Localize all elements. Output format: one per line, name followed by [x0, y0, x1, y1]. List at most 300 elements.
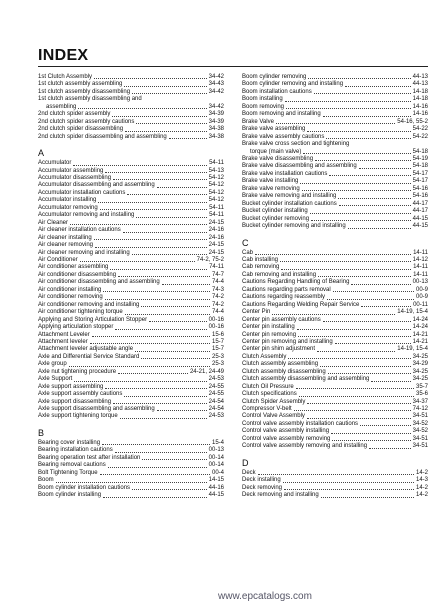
index-entry [38, 294, 224, 301]
index-entry-title: Control valve assembly removing [242, 435, 331, 442]
index-entry-title: Air cleaner installation cautions [38, 227, 121, 234]
index-entry-title: Bucket cylinder installation cautions [242, 200, 337, 207]
index-entry-title: Brake valve disassembling [242, 155, 314, 162]
index-entry-title: 2nd clutch spider disassembling [38, 126, 124, 133]
index-entry-page: 34-51 [412, 413, 428, 420]
leader-dots [74, 381, 206, 382]
index-entry-page: 54-12 [208, 189, 224, 196]
index-entry [242, 193, 428, 200]
leader-dots [307, 403, 410, 404]
index-entry [242, 250, 428, 257]
leader-dots [338, 198, 410, 199]
leader-dots [311, 220, 411, 221]
leader-dots [285, 101, 411, 102]
index-entry [38, 104, 224, 111]
leader-dots [317, 351, 395, 352]
index-entry-page: 54-17 [412, 178, 428, 185]
index-entry-title: Boom installation cautions [242, 88, 312, 95]
index-entry [242, 384, 428, 391]
index-entry-title: Brake valve assembly cautions [242, 133, 325, 140]
index-entry-title: Center Pin [242, 309, 271, 316]
index-entry [38, 399, 224, 406]
index-entry-title: Attachment leveler adjustable angle [38, 346, 134, 353]
index-entry-page: 54-18 [412, 148, 428, 155]
section-letter: D [242, 457, 249, 468]
index-entry-page: 14-24 [412, 316, 428, 323]
index-entry-page: 14-12 [412, 256, 428, 263]
index-entry-title: Deck removing and installing [242, 492, 319, 499]
index-entry-page: 54-11 [209, 160, 224, 167]
index-entry [242, 369, 428, 376]
index-entry-page: 54-11 [209, 204, 224, 211]
leader-dots [298, 336, 411, 337]
leader-dots [321, 497, 414, 498]
index-entry-page: 25-3 [211, 353, 224, 360]
index-entry [38, 339, 224, 346]
leader-dots [307, 131, 410, 132]
index-entry-title: Air cleaner installing [38, 234, 92, 241]
section-letter: B [38, 427, 45, 438]
index-entry-title: Clutch specifications [242, 391, 297, 398]
leader-dots [300, 183, 410, 184]
index-entry-title: Air conditioner tightening torque [38, 309, 123, 316]
index-entry-page: 34-25 [412, 353, 428, 360]
index-entry-title: Center pin shim adjustment [242, 346, 316, 353]
leader-dots [258, 474, 414, 475]
index-entry-title: Bolt Tightening Torque [38, 469, 98, 476]
index-entry-page: 54-22 [412, 133, 428, 140]
index-entry [38, 212, 224, 219]
index-entry [242, 74, 428, 81]
index-entry-page: 74-3 [211, 286, 224, 293]
leader-dots [329, 175, 410, 176]
index-entry-title: Axle support assembly cautions [38, 391, 123, 398]
index-entry-title: Axle Support [38, 376, 73, 383]
leader-dots [323, 321, 411, 322]
leader-dots [296, 388, 414, 389]
leader-dots [157, 410, 207, 411]
index-entry-title: Accumulator installation cautions [38, 189, 126, 196]
index-entry [38, 346, 224, 353]
index-entry-title: Compressor V-belt [242, 406, 292, 413]
index-entry-title: Brake valve disassembling and assembling [242, 163, 357, 170]
index-column-right [242, 74, 428, 500]
index-entry-title: Cautions Regarding Welding Repair Service [242, 301, 360, 308]
index-entry [38, 134, 224, 141]
index-entry-page: 00-16 [208, 324, 224, 331]
index-entry-page: 24-55 [208, 383, 224, 390]
index-entry-title: Air conditioner disassembling and assembling [38, 279, 160, 286]
index-entry [38, 242, 224, 249]
index-entry [242, 361, 428, 368]
index-entry-page: 74-7 [211, 271, 224, 278]
index-entry-title: Clutch Spider Assembly [242, 398, 306, 405]
index-entry-page: 54-22 [412, 126, 428, 133]
index-entry-page: 74-2 [211, 294, 224, 301]
index-entry-title: Brake valve installing [242, 178, 299, 185]
index-entry [38, 227, 224, 234]
index-entry [38, 81, 224, 88]
index-entry-page: 34-51 [412, 443, 428, 450]
index-entry [242, 413, 428, 420]
index-entry [38, 250, 224, 257]
index-entry [242, 201, 428, 208]
index-entry-title: Boom cylinder removing and installing [242, 81, 344, 88]
index-entry-title: Cab [242, 249, 254, 256]
footer-watermark: www.epcatalogs.com [218, 591, 312, 602]
leader-dots [369, 448, 411, 449]
index-entry-title: Brake valve removing [242, 185, 300, 192]
leader-dots [73, 165, 207, 166]
index-entry [242, 354, 428, 361]
index-entry [242, 346, 428, 353]
index-entry-title: Cautions regarding parts removal [242, 286, 331, 293]
index-entry [242, 436, 428, 443]
index-entry-page: 00-11 [413, 301, 428, 308]
index-entry-title: Cautions Regarding Handling of Bearing [242, 279, 350, 286]
index-entry-title: 2nd clutch spider assembly [38, 111, 111, 118]
index-entry [38, 220, 224, 227]
section-letter: A [38, 148, 45, 159]
index-entry [38, 235, 224, 242]
index-entry-page: 44-17 [412, 208, 428, 215]
index-entry [242, 156, 428, 163]
index-entry [242, 134, 428, 141]
index-entry-page: 24-16 [208, 227, 224, 234]
index-entry-title: 1st Clutch Assembly [38, 74, 93, 80]
index-entry-title: Air conditioner assembling [38, 264, 109, 271]
index-entry-page: 34-43 [208, 81, 224, 88]
index-entry [242, 119, 428, 126]
index-entry-page: 14-11 [413, 249, 428, 256]
index-entry-page: 24-54 [208, 406, 224, 413]
index-entry-page: 34-39 [208, 111, 224, 118]
index-entry-title: Axle support disassembling and assembling [38, 406, 155, 413]
index-entry-title: Boom removing and installing [242, 111, 321, 118]
index-entry [38, 126, 224, 133]
leader-dots [333, 291, 414, 292]
leader-dots [323, 116, 411, 117]
index-entry-page: 44-13 [412, 81, 428, 88]
index-entry [242, 126, 428, 133]
index-entry-title: Cab installing [242, 256, 279, 263]
index-entry [242, 163, 428, 170]
index-entry [38, 477, 224, 484]
leader-dots [283, 482, 414, 483]
index-entry-page: 54-16, 55-2 [397, 118, 428, 125]
leader-dots [115, 452, 207, 453]
index-entry-page: 15-6 [211, 331, 224, 338]
index-entry-title: Air Cleaner [38, 219, 69, 226]
index-entry-page: 14-18 [412, 88, 428, 95]
leader-dots [162, 284, 210, 285]
index-entry [242, 186, 428, 193]
leader-dots [102, 444, 210, 445]
index-entry [242, 339, 428, 346]
leader-dots [315, 160, 411, 161]
leader-dots [255, 254, 411, 255]
index-entry [242, 406, 428, 413]
leader-dots [361, 306, 411, 307]
index-entry-page: 54-12 [208, 197, 224, 204]
index-entry-title: Bearing removal cautions [38, 462, 106, 469]
index-column-left [38, 74, 224, 500]
index-entry-page: 24-53 [208, 413, 224, 420]
leader-dots [335, 343, 411, 344]
leader-dots [103, 497, 207, 498]
leader-dots [141, 306, 210, 307]
index-entry-title: Control valve assembly installing [242, 428, 330, 435]
leader-dots [125, 314, 210, 315]
index-entry [38, 89, 224, 96]
leader-dots [307, 418, 411, 419]
index-entry [38, 413, 224, 420]
index-entry [38, 455, 224, 462]
leader-dots [113, 403, 207, 404]
index-entry [242, 399, 428, 406]
index-entry [242, 264, 428, 271]
index-entry-page: 44-16 [208, 484, 224, 491]
leader-dots [115, 329, 206, 330]
leader-dots [169, 138, 207, 139]
index-entry-title: Center pin removing [242, 331, 297, 338]
index-entry-title: Attachment Leveler [38, 331, 90, 338]
index-entry-title: Center pin installing [242, 324, 295, 331]
index-entry [242, 149, 428, 156]
index-entry-title: Axle support tightening torque [38, 413, 118, 420]
index-entry-title: Clutch assembly assembling [242, 361, 319, 368]
index-entry [38, 287, 224, 294]
index-entry-page: 34-38 [208, 126, 224, 133]
index-entry-title: Accumulator disassembling and assembling [38, 182, 155, 189]
leader-dots [332, 440, 410, 441]
index-entry-page: 14-2 [415, 484, 428, 491]
index-entry-page: 35-6 [415, 391, 428, 398]
leader-dots [135, 351, 210, 352]
leader-dots [70, 224, 207, 225]
index-entry-page: 14-19, 15-4 [397, 346, 428, 353]
leader-dots [351, 284, 410, 285]
index-entry [38, 175, 224, 182]
leader-dots [339, 205, 411, 206]
index-entry-page: 34-52 [412, 428, 428, 435]
index-entry-page: 15-7 [211, 346, 224, 353]
index-entry-title: Axle nut tightening procedure [38, 368, 117, 375]
index-entry-title: Accumulator [38, 160, 72, 167]
index-entry [242, 376, 428, 383]
leader-dots [113, 179, 207, 180]
index-entry-page: 44-17 [412, 200, 428, 207]
index-entry-text: Brake valve cross section and tightening [242, 141, 350, 148]
index-entry-page: 00-14 [208, 462, 224, 469]
index-entry-page: 00-14 [208, 454, 224, 461]
index-entry [38, 279, 224, 286]
index-entry [38, 190, 224, 197]
index-entry-title: Deck [242, 469, 256, 476]
leader-dots [105, 172, 206, 173]
index-entry-title: Accumulator assembling [38, 167, 104, 174]
index-entry-text: 1st clutch assembly disassembling and [38, 96, 142, 103]
index-entry-page: 74-4 [211, 309, 224, 316]
leader-dots [286, 108, 411, 109]
leader-dots [328, 373, 411, 374]
leader-dots [124, 396, 206, 397]
leader-dots [288, 358, 410, 359]
leader-dots [299, 396, 414, 397]
index-entry-page: 34-38 [208, 133, 224, 140]
leader-dots [136, 217, 207, 218]
index-entry-title: Air conditioner removing and installing [38, 301, 140, 308]
leader-dots [94, 239, 207, 240]
index-entry [38, 111, 224, 118]
page-title: INDEX [38, 47, 89, 64]
index-entry [242, 421, 428, 428]
index-entry-title: Axle support disassembling [38, 398, 112, 405]
index-entry-page: 44-15 [208, 492, 224, 499]
index-entry-page: 44-15 [412, 223, 428, 230]
leader-dots [80, 261, 195, 262]
index-entry-title: Air conditioner disassembling [38, 271, 117, 278]
index-entry-title: Boom cylinder installing [38, 492, 102, 499]
leader-dots [132, 489, 207, 490]
index-entry-page: 14-19, 15-4 [397, 309, 428, 316]
leader-dots [272, 314, 395, 315]
index-entry-page: 54-12 [208, 174, 224, 181]
index-entry-page: 14-16 [412, 111, 428, 118]
index-entry-title: Air Conditioner [38, 256, 78, 263]
leader-dots [103, 291, 210, 292]
leader-dots [310, 213, 411, 214]
index-entry-page: 14-2 [415, 469, 428, 476]
index-entry [38, 309, 224, 316]
leader-dots [297, 329, 411, 330]
index-entry-title: Boom cylinder installation cautions [38, 484, 131, 491]
index-entry-page: 44-13 [412, 74, 428, 80]
index-entry-title: Cautions regarding reassembly [242, 294, 326, 301]
index-entry-page: 24-21, 24-49 [189, 368, 224, 375]
index-entry-title: Brake valve removing and installing [242, 193, 337, 200]
leader-dots [284, 489, 414, 490]
index-entry-title: Cab removing and installing [242, 271, 317, 278]
index-entry [242, 443, 428, 450]
leader-dots [112, 116, 206, 117]
index-entry [242, 317, 428, 324]
index-entry-title: Air conditioner removing [38, 294, 103, 301]
leader-dots [320, 366, 411, 367]
index-entry-page: 54-11 [209, 212, 224, 219]
index-entry-page: 00-9 [415, 286, 428, 293]
index-entry-page: 34-42 [208, 103, 224, 110]
leader-dots [118, 373, 188, 374]
index-entry-title: Air cleaner removing [38, 242, 94, 249]
leader-dots [94, 78, 207, 79]
leader-dots [314, 93, 411, 94]
leader-dots [105, 388, 206, 389]
index-entry [242, 89, 428, 96]
index-entry-page: 24-15 [208, 242, 224, 249]
index-entry-title: Brake valve assembling [242, 126, 306, 133]
index-entry [242, 178, 428, 185]
index-entry-title: Applying and Storing Articulation Stopper [38, 316, 148, 323]
index-entry [38, 369, 224, 376]
leader-dots [331, 433, 411, 434]
index-entry-title: Control valve assembly installation cautions [242, 420, 359, 427]
index-entry-title: Bearing cover installing [38, 439, 101, 446]
leader-dots [360, 425, 411, 426]
index-entry-page: 74-2 [211, 301, 224, 308]
leader-dots [69, 366, 210, 367]
index-entry-title: Clutch Oil Pressure [242, 383, 294, 390]
index-entry-title: Boom removing [242, 103, 285, 110]
index-entry [38, 272, 224, 279]
index-entry-title: Boom [38, 477, 54, 484]
index-entry [38, 264, 224, 271]
index-entry [242, 477, 428, 484]
index-entry-title: 1st clutch assembly disassembling [38, 88, 131, 95]
index-entry-page: 74-2, 75-2 [196, 256, 224, 263]
index-entry-title: Air cleaner removing and installing [38, 249, 130, 256]
index-entry-title: 2nd clutch spider disassembling and assembling [38, 133, 167, 140]
index-entry-title: Boom cylinder removing [242, 74, 307, 80]
index-entry [38, 168, 224, 175]
index-entry-page: 24-15 [208, 249, 224, 256]
index-entry-page: 34-42 [208, 74, 224, 80]
index-entry-page: 34-39 [208, 118, 224, 125]
index-entry-title: Axle group [38, 361, 67, 368]
index-entry [38, 447, 224, 454]
index-entry [242, 272, 428, 279]
index-entry-title: Accumulator removing [38, 204, 98, 211]
index-entry-page: 34-25 [412, 376, 428, 383]
index-entry-page: 14-11 [413, 264, 428, 271]
index-entry [38, 470, 224, 477]
leader-dots [120, 418, 207, 419]
index-entry [38, 302, 224, 309]
index-entry-title: Applying articulation stopper [38, 324, 114, 331]
index-entry-page: 34-42 [208, 88, 224, 95]
index-entry-title: Clutch assembly disassembling and assembling [242, 376, 370, 383]
index-entry-page: 34-51 [412, 435, 428, 442]
index-entry [242, 96, 428, 103]
index-entry-title: Accumulator removing and installing [38, 212, 135, 219]
leader-dots [132, 254, 207, 255]
index-entry-title: 2nd clutch spider assembly cautions [38, 118, 135, 125]
index-entry-page: 25-3 [211, 361, 224, 368]
index-entry [242, 428, 428, 435]
index-entry [38, 317, 224, 324]
title-rule [38, 66, 428, 67]
leader-dots [327, 299, 414, 300]
index-entry [242, 470, 428, 477]
index-entry [38, 74, 224, 81]
index-entry-title: Control valve assembly removing and installing [242, 443, 368, 450]
leader-dots [326, 138, 410, 139]
leader-dots [132, 93, 207, 94]
index-entry [242, 287, 428, 294]
leader-dots [280, 261, 411, 262]
index-entry [38, 361, 224, 368]
index-entry-title: 1st clutch assembly assembling [38, 81, 123, 88]
index-entry-title: Air conditioner installing [38, 286, 102, 293]
leader-dots [345, 86, 411, 87]
index-entry-page: 54-16 [412, 185, 428, 192]
index-entry [242, 216, 428, 223]
index-entry [38, 205, 224, 212]
leader-dots [303, 153, 410, 154]
index-entry-title: Cab removing [242, 264, 280, 271]
index-entry [242, 324, 428, 331]
leader-dots [123, 232, 207, 233]
